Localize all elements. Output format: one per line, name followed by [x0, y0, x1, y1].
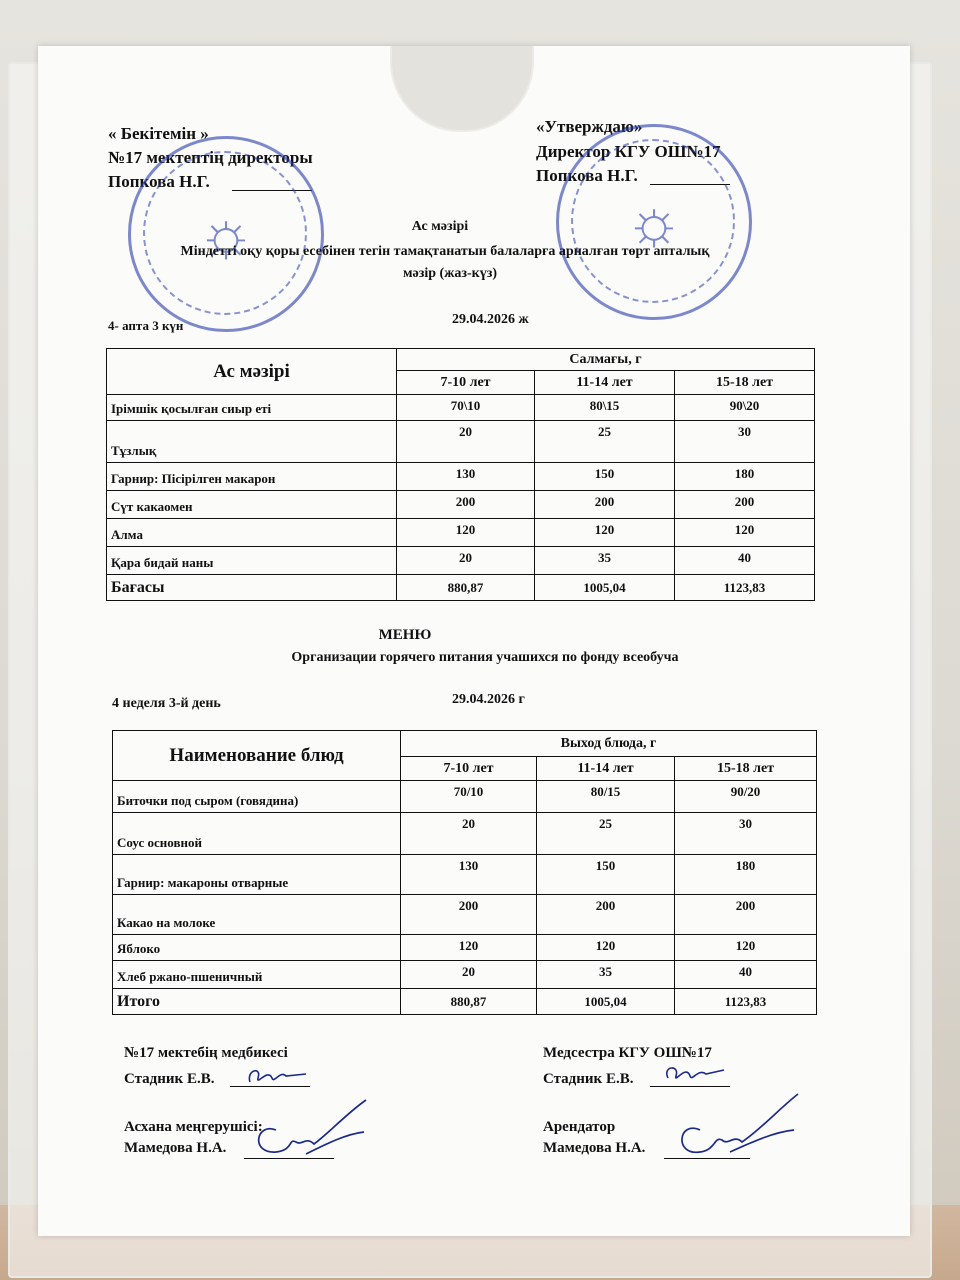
portion-value: 150 [537, 855, 675, 895]
portion-value: 40 [675, 547, 815, 575]
portion-value: 200 [397, 491, 535, 519]
ru-subtitle: Организации горячего питания учашихся по фонду всеобуча [291, 650, 679, 665]
portion-value: 130 [397, 463, 535, 491]
kz-title: Ас мәзірі [411, 219, 469, 234]
dish-name: Алма [107, 519, 397, 547]
portion-value: 40 [675, 961, 817, 989]
handwritten-signature [236, 1094, 376, 1166]
portion-value: 80/15 [537, 781, 675, 813]
portion-value: 30 [675, 421, 815, 463]
kz-menu-table [106, 348, 815, 601]
ru-week-day: 4 неделя 3-й день [112, 696, 221, 711]
ru-date: 29.04.2026 г [452, 692, 525, 707]
total-value: 1123,83 [675, 989, 817, 1015]
portion-value: 200 [537, 895, 675, 935]
portion-value: 120 [401, 935, 537, 961]
portion-value: 20 [401, 961, 537, 989]
approve-left-line2: №17 мектептің директоры [108, 148, 313, 167]
portion-value: 120 [397, 519, 535, 547]
ru-header-yield: Выход блюда, г [401, 731, 817, 757]
dish-name: Гарнир: Пісірілген макарон [107, 463, 397, 491]
price-value: 880,87 [397, 575, 535, 601]
total-value: 1005,04 [537, 989, 675, 1015]
dish-name: Яблоко [113, 935, 401, 961]
table-row [113, 935, 817, 961]
ru-title: МЕНЮ [378, 627, 432, 643]
total-label: Итого [113, 989, 401, 1015]
nurse-ru-name: Стадник Е.В. [543, 1071, 634, 1087]
tenant-ru-title: Арендатор [543, 1119, 616, 1135]
portion-value: 25 [535, 421, 675, 463]
approve-right-line3: Попкова Н.Г. [536, 166, 638, 185]
portion-value: 20 [397, 547, 535, 575]
table-row [113, 895, 817, 935]
tenant-ru-name: Мамедова Н.А. [543, 1140, 646, 1156]
portion-value: 20 [397, 421, 535, 463]
kz-subtitle-line2: мәзір (жаз-күз) [402, 266, 497, 281]
approve-left-line3: Попкова Н.Г. [108, 172, 210, 191]
handwritten-signature [660, 1058, 730, 1090]
dish-name: Гарнир: макароны отварные [113, 855, 401, 895]
table-total-row [113, 989, 817, 1015]
portion-value: 90\20 [675, 395, 815, 421]
portion-value: 120 [675, 519, 815, 547]
approve-right-line1: «Утверждаю» [536, 117, 643, 136]
kz-date: 29.04.2026 ж [452, 312, 529, 327]
emblem-icon: ☼ [196, 198, 256, 269]
kz-subtitle-line1: Міндетті оқу қоры есебінен тегін тамақтанатын балаларға арналған төрт апталық [180, 244, 710, 259]
table-row [113, 855, 817, 895]
portion-value: 80\15 [535, 395, 675, 421]
table-total-row [107, 575, 815, 601]
kz-age-col: 7-10 лет [397, 371, 535, 395]
dish-name: Соус основной [113, 813, 401, 855]
price-label: Бағасы [107, 575, 397, 601]
portion-value: 130 [401, 855, 537, 895]
table-row [107, 395, 815, 421]
dish-name: Тұзлық [107, 421, 397, 463]
kz-week-day: 4- апта 3 күн [108, 318, 184, 333]
portion-value: 35 [535, 547, 675, 575]
ru-header-name: Наименование блюд [113, 731, 401, 781]
ru-age-col: 15-18 лет [675, 757, 817, 781]
table-row [113, 961, 817, 989]
approve-right-line2: Директор КГУ ОШ№17 [536, 142, 721, 161]
portion-value: 120 [537, 935, 675, 961]
nurse-kz-title: №17 мектебің медбикесі [124, 1045, 288, 1061]
table-row [107, 519, 815, 547]
nurse-kz-name: Стадник Е.В. [124, 1071, 215, 1087]
portion-value: 180 [675, 855, 817, 895]
portion-value: 30 [675, 813, 817, 855]
dish-name: Сүт какаомен [107, 491, 397, 519]
portion-value: 200 [535, 491, 675, 519]
nurse-ru-title: Медсестра КГУ ОШ№17 [543, 1045, 712, 1061]
table-row [107, 491, 815, 519]
portion-value: 200 [675, 895, 817, 935]
approve-left-line1: « Бекітемін » [108, 124, 209, 143]
dish-name: Хлеб ржано-пшеничный [113, 961, 401, 989]
price-value: 1123,83 [675, 575, 815, 601]
ru-age-col: 7-10 лет [401, 757, 537, 781]
handwritten-signature [244, 1060, 314, 1092]
portion-value: 120 [535, 519, 675, 547]
portion-value: 90/20 [675, 781, 817, 813]
portion-value: 70/10 [401, 781, 537, 813]
price-value: 1005,04 [535, 575, 675, 601]
table-row [113, 813, 817, 855]
portion-value: 200 [675, 491, 815, 519]
portion-value: 200 [401, 895, 537, 935]
portion-value: 150 [535, 463, 675, 491]
table-row [107, 421, 815, 463]
emblem-icon: ☼ [624, 186, 684, 257]
canteen-kz-name: Мамедова Н.А. [124, 1140, 227, 1156]
kz-age-col: 11-14 лет [535, 371, 675, 395]
portion-value: 70\10 [397, 395, 535, 421]
canteen-kz-title: Асхана меңгерушісі: [124, 1119, 263, 1135]
table-row [113, 781, 817, 813]
kz-age-col: 15-18 лет [675, 371, 815, 395]
ru-menu-table [112, 730, 817, 1015]
ru-age-col: 11-14 лет [537, 757, 675, 781]
dish-name: Қара бидай наны [107, 547, 397, 575]
kz-header-name: Ас мәзірі [107, 349, 397, 395]
portion-value: 180 [675, 463, 815, 491]
portion-value: 120 [675, 935, 817, 961]
handwritten-signature [664, 1090, 804, 1166]
portion-value: 25 [537, 813, 675, 855]
kz-header-weight: Салмағы, г [397, 349, 815, 371]
official-stamp-left [128, 136, 324, 332]
official-stamp-right [556, 124, 752, 320]
dish-name: Какао на молоке [113, 895, 401, 935]
dish-name: Биточки под сыром (говядина) [113, 781, 401, 813]
table-row [107, 547, 815, 575]
total-value: 880,87 [401, 989, 537, 1015]
table-row [107, 463, 815, 491]
portion-value: 20 [401, 813, 537, 855]
dish-name: Ірімшік қосылған сиыр еті [107, 395, 397, 421]
portion-value: 35 [537, 961, 675, 989]
